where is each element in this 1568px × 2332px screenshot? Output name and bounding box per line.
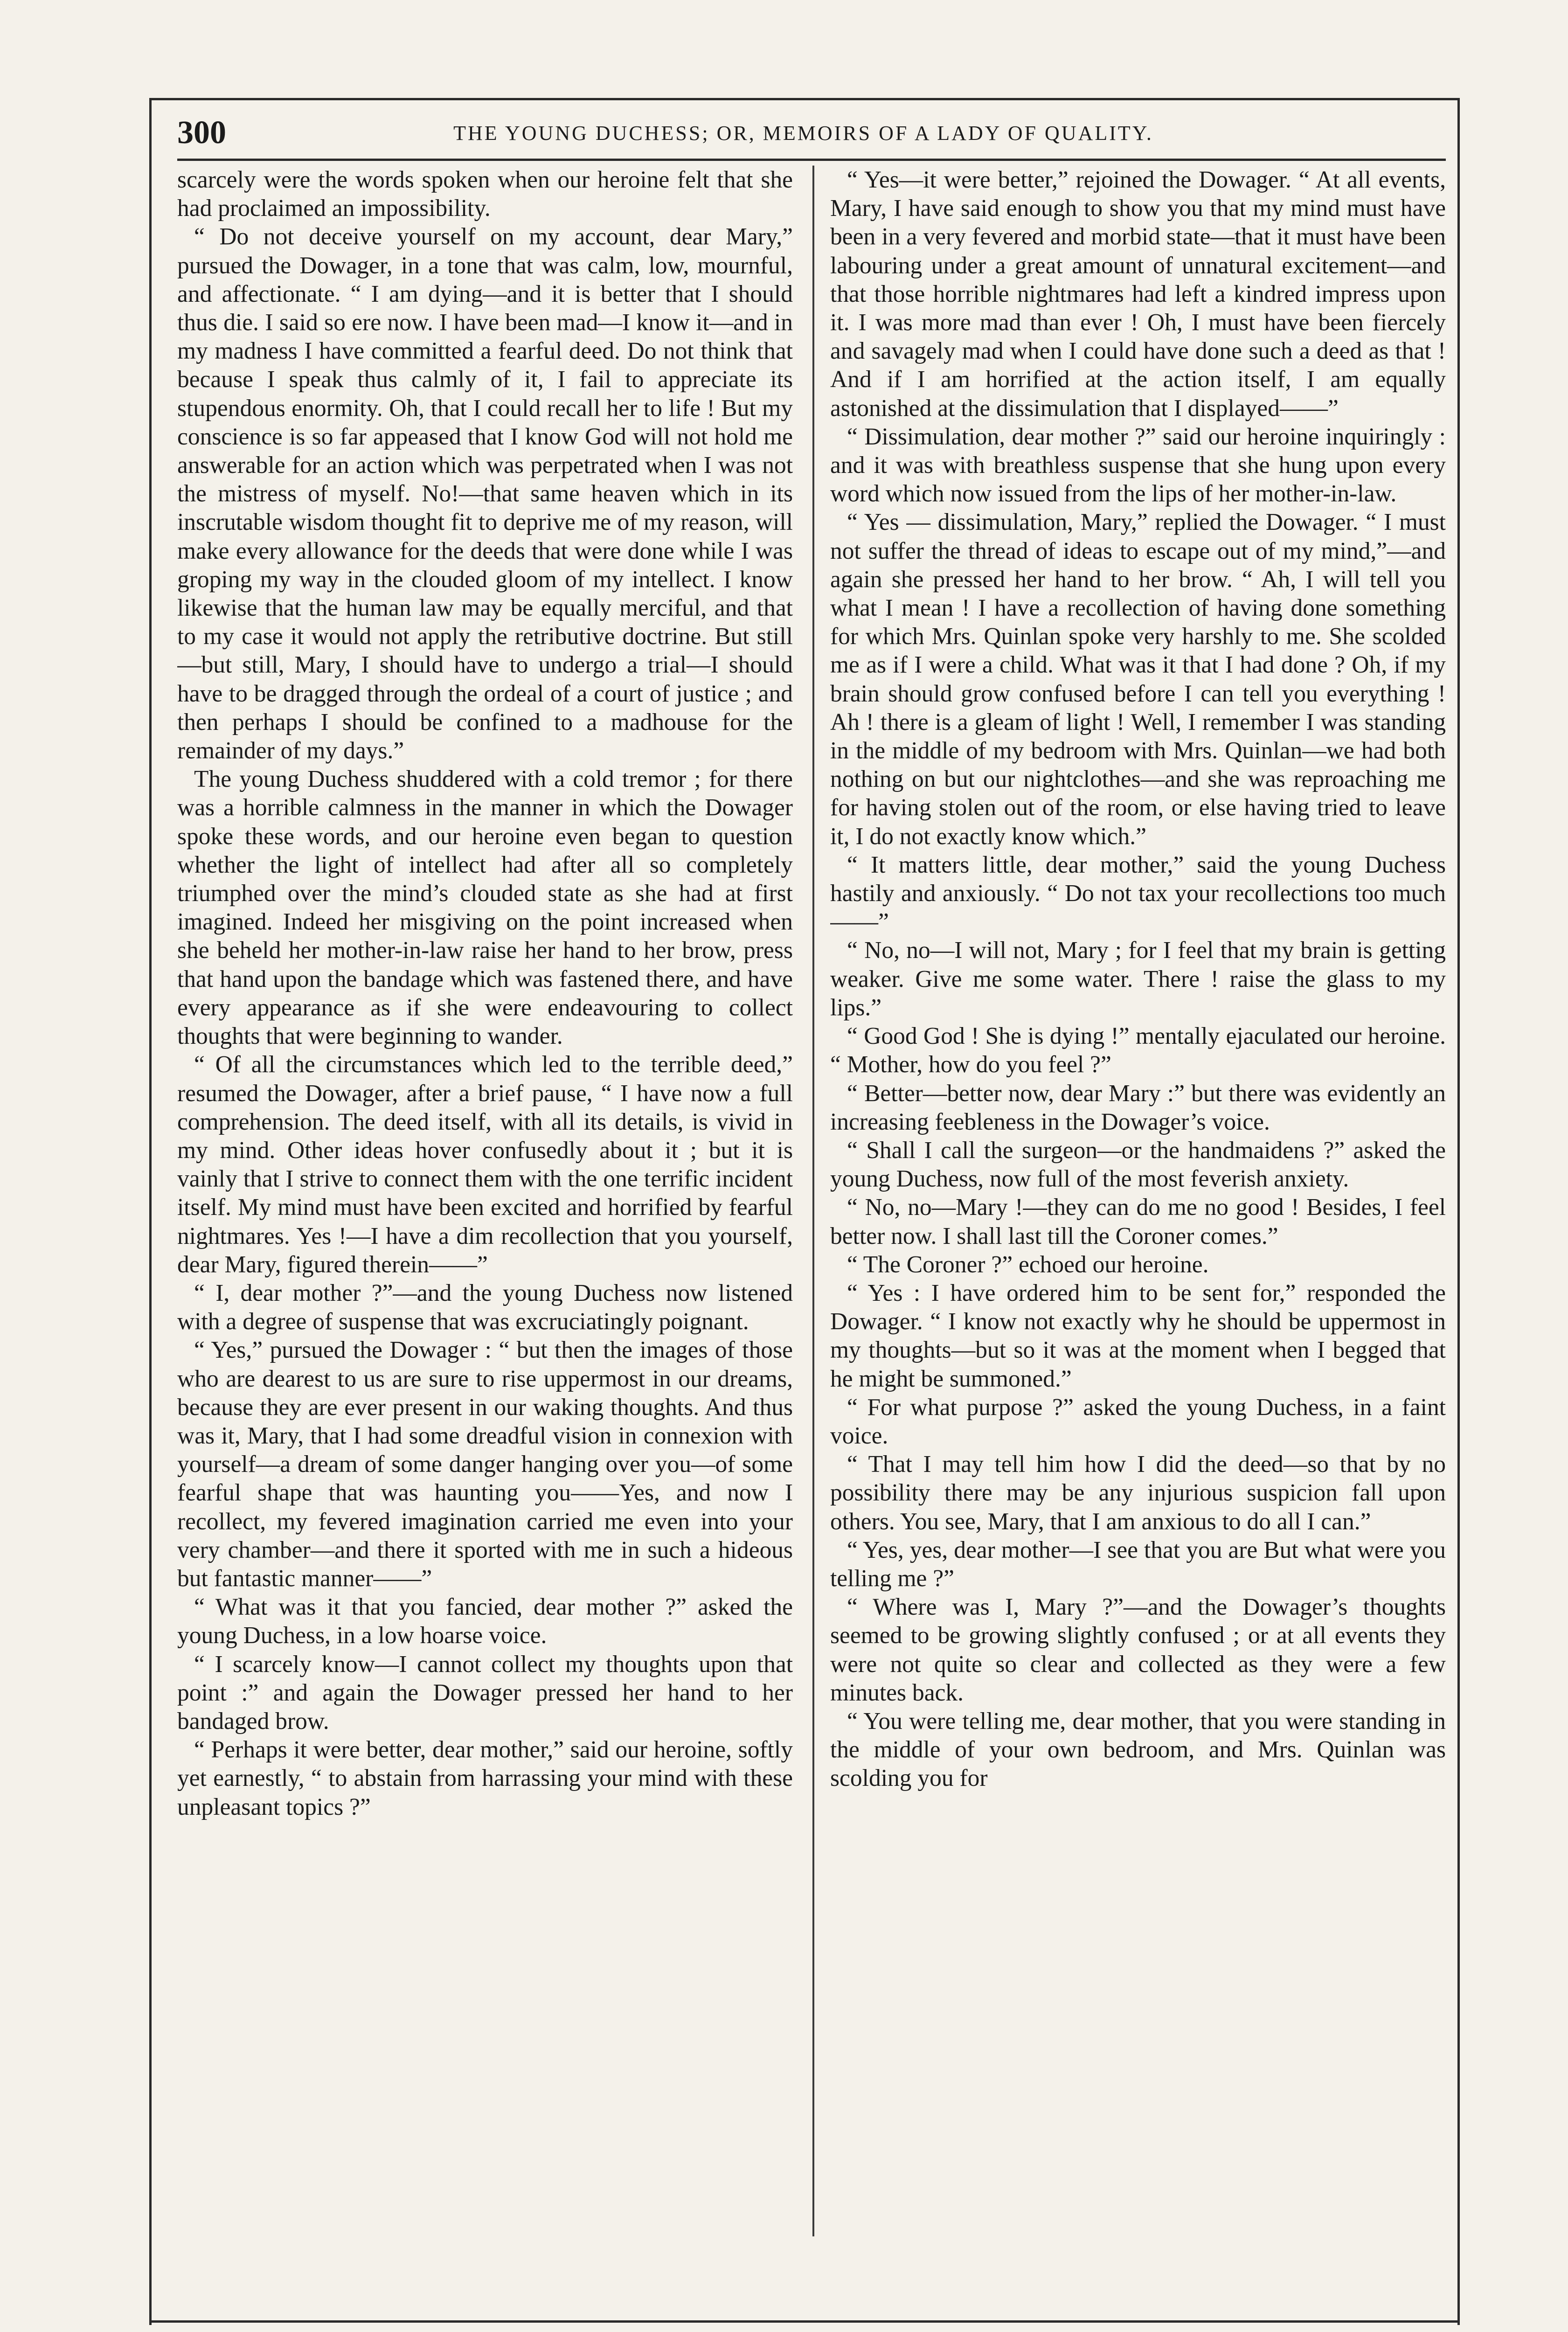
page-header [177,112,1446,154]
paragraph: “ No, no—Mary !—they can do me no good ! Besides, I feel better now. I shall last till the Coroner comes.” [830,1194,1446,1249]
right-column [830,166,1446,2236]
running-head: THE YOUNG DUCHESS; OR, MEMOIRS OF A LADY OF QUALITY. [453,121,1153,145]
paragraph: “ Of all the circumstances which led to the terrible deed,” resumed the Dowager, after a brief pause, “ I have now a full comprehension. The deed itself, with all its details, is vivid in my mind. Other ideas hover confusedly about it ; but it is vainly that I strive to connect them with the one terrific incident itself. My mind must have been excited and horrified by fearful nightmares. Yes !—I have a dim recollection that you yourself, dear Mary, figured therein——” [177,1051,793,1278]
left-column [177,166,793,2236]
paragraph: “ Dissimulation, dear mother ?” said our heroine inquiringly : and it was with breathless suspense that she hung upon every word which now issued from the lips of her mother-in-law. [830,423,1446,507]
paragraph: “ That I may tell him how I did the deed—so that by no possibility there may be any injurious suspicion fall upon others. You see, Mary, that I am anxious to do all I can.” [830,1451,1446,1535]
paragraph: The young Duchess shuddered with a cold tremor ; for there was a horrible calmness in the manner in which the Dowager spoke these words, and our heroine even began to question whether the light of intellect had after all so completely triumphed over the mind’s clouded state as she had at first imagined. Indeed her misgiving on the point increased when she beheld her mother-in-law raise her hand to her brow, press that hand upon the bandage which was fastened there, and have every appearance as if she were endeavouring to collect thoughts that were beginning to wander. [177,766,793,1050]
paragraph: “ Better—better now, dear Mary :” but there was evidently an increasing feebleness in the Dowager’s voice. [830,1080,1446,1135]
paragraph: “ I scarcely know—I cannot collect my thoughts upon that point :” and again the Dowager pressed her hand to her bandaged brow. [177,1651,793,1735]
paragraph: “ Good God ! She is dying !” mentally ejaculated our heroine. “ Mother, how do you feel ?” [830,1023,1446,1078]
paragraph: scarcely were the words spoken when our heroine felt that she had proclaimed an impossibility. [177,167,793,222]
paragraph: “ Yes—it were better,” rejoined the Dowager. “ At all events, Mary, I have said enough to show you that my mind must have been in a very fevered and morbid state—that it must have been labouring under a great amount of unnatural excitement—and that those horrible nightmares had left a kindred impress upon it. I was more mad than ever ! Oh, I must have been fiercely and savagely mad when I could have done such a deed as that ! And if I am horrified at the action itself, I am equally astonished at the dissimulation that I displayed——” [830,167,1446,422]
header-rule [177,159,1446,161]
paragraph: “ Yes : I have ordered him to be sent for,” responded the Dowager. “ I know not exactly why he should be uppermost in my thoughts—but so it was at the moment when I begged that he might be summoned.” [830,1279,1446,1392]
paragraph: “ It matters little, dear mother,” said the young Duchess hastily and anxiously. “ Do not tax your recollections too much——” [830,851,1446,936]
paragraph: “ Shall I call the surgeon—or the handmaidens ?” asked the young Duchess, now full of the most feverish anxiety. [830,1137,1446,1193]
paragraph: “ Yes,” pursued the Dowager : “ but then the images of those who are dearest to us are sure to rise uppermost in our dreams, because they are ever present in our waking thoughts. And thus was it, Mary, that I had some dreadful vision in connexion with yourself—a dream of some danger hanging over you—of some fearful shape that was haunting you——Yes, and now I recollect, my fevered imagination carried me even into your very chamber—and there it sported with me in such a hideous but fantastic manner——” [177,1337,793,1592]
column-divider [812,166,814,2236]
paragraph: “ Yes, yes, dear mother—I see that you are But what were you telling me ?” [830,1536,1446,1592]
paragraph: “ Where was I, Mary ?”—and the Dowager’s thoughts seemed to be growing slightly confused ; or at all events they were not quite so clear and collected as they were a few minutes back. [830,1594,1446,1706]
paragraph: “ Yes — dissimulation, Mary,” replied the Dowager. “ I must not suffer the thread of ideas to escape out of my mind,”—and again she pressed her hand to her brow. “ Ah, I will tell you what I mean ! I have a recollection of having done something for which Mrs. Quinlan spoke very harshly to me. She scolded me as if I were a child. What was it that I had done ? Oh, if my brain should grow confused before I can tell you everything ! Ah ! there is a gleam of light ! Well, I remember I was standing in the middle of my bedroom with Mrs. Quinlan—we had both nothing on but our nightclothes—and she was reproaching me for having stolen out of the room, or else having tried to leave it, I do not exactly know which.” [830,509,1446,850]
paragraph: “ You were telling me, dear mother, that you were standing in the middle of your own bedroom, and Mrs. Quinlan was scolding you for [830,1707,1446,1792]
paragraph: “ I, dear mother ?”—and the young Duchess now listened with a degree of suspense that was excruciatingly poignant. [177,1279,793,1335]
paragraph: “ Do not deceive yourself on my account, dear Mary,” pursued the Dowager, in a tone that was calm, low, mournful, and affectionate. “ I am dying—and it is better that I should thus die. I said so ere now. I have been mad—I know it—and in my madness I have committed a fearful deed. Do not think that because I speak thus calmly of it, I fail to appreciate its stupendous enormity. Oh, that I could recall her to life ! But my conscience is so far appeased that I know God will not hold me answerable for an action which was perpetrated when I was not the mistress of myself. No!—that same heaven which in its inscrutable wisdom thought fit to deprive me of my reason, will make every allowance for the deeds that were done while I was groping my way in the clouded gloom of my intellect. I know likewise that the human law may be equally merciful, and that to my case it would not apply the retributive doctrine. But still—but still, Mary, I should have to undergo a trial—I should have to be dragged through the ordeal of a court of justice ; and then perhaps I should be confined to a madhouse for the remainder of my days.” [177,223,793,764]
page-number: 300 [177,115,226,151]
paragraph: “ What was it that you fancied, dear mother ?” asked the young Duchess, in a low hoarse voice. [177,1594,793,1649]
paragraph: “ For what purpose ?” asked the young Duchess, in a faint voice. [830,1394,1446,1449]
paragraph: “ Perhaps it were better, dear mother,” said our heroine, softly yet earnestly, “ to abstain from harrassing your mind with these unpleasant topics ?” [177,1736,793,1820]
bottom-rule [149,2320,1460,2323]
paragraph: “ No, no—I will not, Mary ; for I feel that my brain is getting weaker. Give me some water. There ! raise the glass to my lips.” [830,937,1446,1021]
paragraph: “ The Coroner ?” echoed our heroine. [847,1251,1209,1278]
